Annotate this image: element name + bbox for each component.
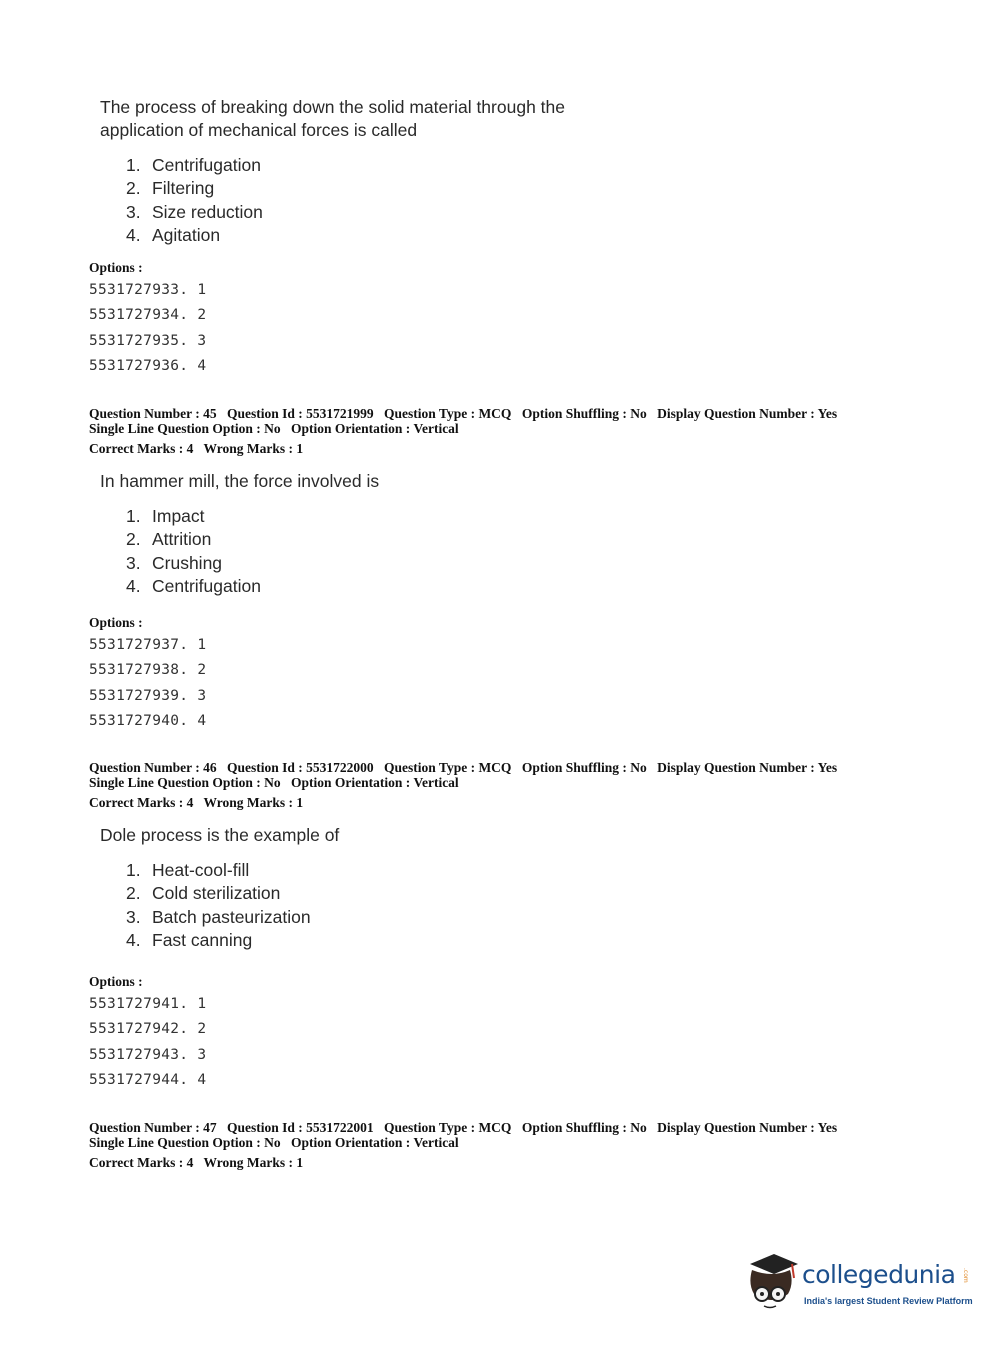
option-id: 5531727944. 4 — [89, 1072, 207, 1089]
choice-item: 4. Agitation — [126, 224, 221, 245]
choice-item: 1. Centrifugation — [126, 155, 261, 175]
choice-item: 4. Centrifugation — [126, 575, 261, 596]
choice-item: 2. Attrition — [126, 529, 212, 550]
question-text: Dole process is the example of — [100, 825, 340, 845]
option-ids — [89, 992, 909, 1093]
option-id: 5531727940. 4 — [89, 713, 207, 730]
options-label: Options : — [89, 974, 143, 990]
choice-item: 3. Size reduction — [126, 201, 263, 222]
option-id: 5531727941. 1 — [89, 996, 207, 1013]
logo-wordmark: collegedunia — [802, 1260, 956, 1289]
options-label: Options : — [89, 615, 143, 631]
question-47 — [89, 1120, 909, 1170]
answer-choices — [126, 154, 909, 247]
choice-item: 4. Fast canning — [126, 929, 253, 950]
choice-item: 1. Impact — [126, 506, 205, 526]
question-meta: Question Number : 45 Question Id : 5531721999 Question Type : MCQ Option Shuffling : No Display Question Number : Yes Single Line Question Option : No Option Orientation : Vertical Correct Marks : 4 Wrong Marks : 1 — [89, 406, 838, 456]
question-46 — [89, 760, 909, 1093]
option-id: 5531727943. 3 — [89, 1046, 207, 1063]
option-id: 5531727939. 3 — [89, 687, 207, 704]
choice-item: 1. Heat-cool-fill — [126, 860, 250, 880]
option-id: 5531727935. 3 — [89, 332, 207, 349]
choice-item: 3. Crushing — [126, 552, 223, 573]
logo-com: .com — [962, 1268, 969, 1283]
question-meta: Question Number : 47 Question Id : 5531722001 Question Type : MCQ Option Shuffling : No Display Question Number : Yes Single Line Question Option : No Option Orientation : Vertical Correct Marks : 4 Wrong Marks : 1 — [89, 1120, 838, 1170]
answer-choices — [126, 859, 909, 952]
option-ids — [89, 633, 909, 734]
question-text: The process of breaking down the solid material through the application of mechanical forces is called — [100, 97, 565, 140]
answer-choices — [126, 505, 909, 598]
collegedunia-logo — [742, 1248, 972, 1318]
question-44 — [89, 86, 909, 379]
choice-item: 2. Cold sterilization — [126, 883, 281, 904]
logo-tagline: India's largest Student Review Platform — [804, 1296, 973, 1306]
options-label: Options : — [89, 260, 143, 276]
option-ids — [89, 278, 909, 379]
option-id: 5531727936. 4 — [89, 358, 207, 375]
option-id: 5531727933. 1 — [89, 282, 207, 299]
choice-item: 3. Batch pasteurization — [126, 906, 311, 927]
question-45 — [89, 406, 909, 734]
choice-item: 2. Filtering — [126, 178, 215, 199]
option-id: 5531727938. 2 — [89, 662, 207, 679]
option-id: 5531727937. 1 — [89, 637, 207, 654]
question-meta: Question Number : 46 Question Id : 5531722000 Question Type : MCQ Option Shuffling : No Display Question Number : Yes Single Line Question Option : No Option Orientation : Vertical Correct Marks : 4 Wrong Marks : 1 — [89, 760, 838, 810]
option-id: 5531727934. 2 — [89, 307, 207, 324]
question-text: In hammer mill, the force involved is — [100, 471, 380, 491]
option-id: 5531727942. 2 — [89, 1021, 207, 1038]
mascot-icon — [742, 1248, 802, 1318]
